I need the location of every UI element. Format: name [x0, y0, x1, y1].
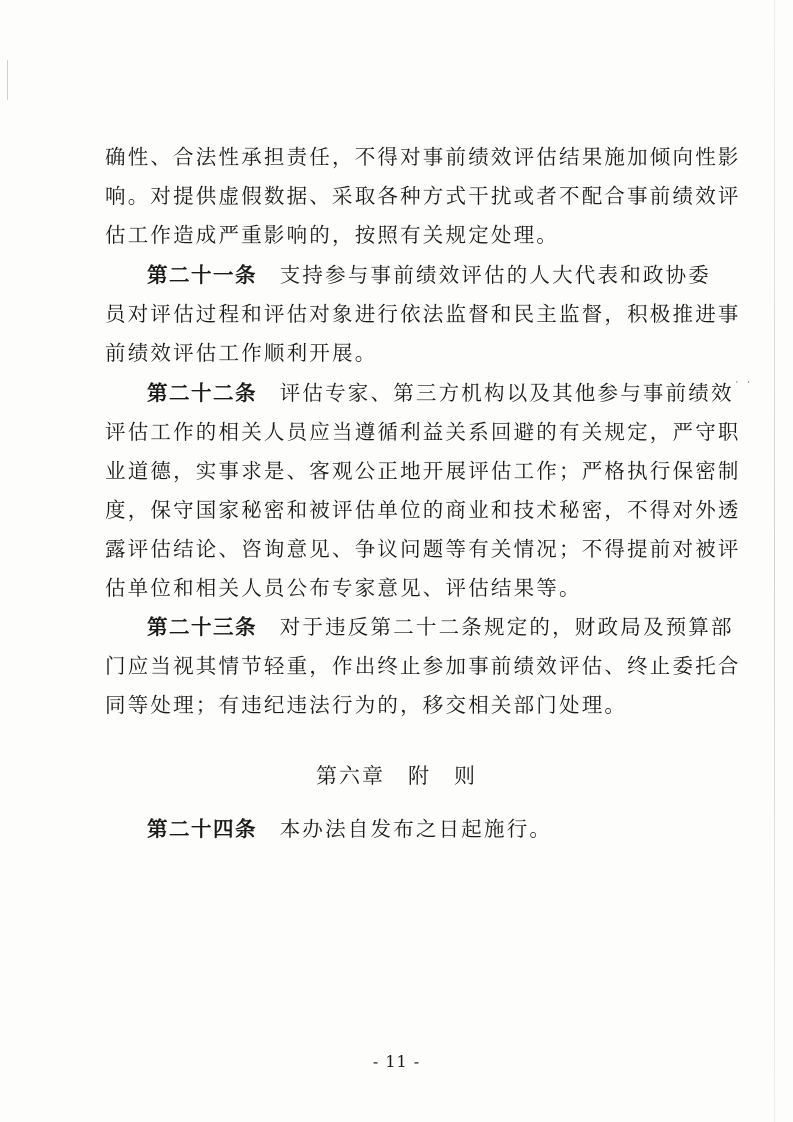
article-text: 评估专家、第三方机构以及其他参与事前绩效: [257, 381, 734, 405]
paragraph-continuation: [105, 138, 741, 255]
scan-speck: · ·: [735, 378, 753, 388]
article-text: 对于违反第二十二条规定的，财政局及预算部: [257, 615, 734, 639]
text-line: 露评估结论、咨询意见、争议问题等有关情况；不得提前对被评: [105, 537, 741, 561]
text-line: [105, 374, 734, 413]
scan-edge-shadow: [774, 0, 775, 1122]
article-24: [105, 810, 693, 849]
article-22: [105, 374, 741, 608]
text-line: 前绩效评估工作顺利开展。: [105, 341, 378, 365]
page-number: - 11 -: [372, 1052, 421, 1071]
article-text: 本办法自发布之日起施行。: [257, 817, 553, 841]
text-line: [105, 810, 693, 849]
article-heading: 第二十二条: [147, 381, 257, 405]
article-heading: 第二十一条: [147, 263, 257, 287]
text-line: 度，保守国家秘密和被评估单位的商业和技术秘密，不得对外透: [105, 498, 741, 522]
text-line: 响。对提供虚假数据、采取各种方式干扰或者不配合事前绩效评: [105, 184, 741, 208]
text-line: 估工作造成严重影响的，按照有关规定处理。: [105, 223, 559, 247]
text-line: [105, 256, 711, 295]
text-line: 门应当视其情节轻重，作出终止参加事前绩效评估、终止委托合: [105, 654, 741, 678]
text-line: 评估工作的相关人员应当遵循利益关系回避的有关规定，严守职: [105, 420, 741, 444]
article-21: [105, 256, 741, 373]
chapter-title: 第六章 附 则: [316, 764, 477, 788]
article-text: 支持参与事前绩效评估的人大代表和政协委: [257, 263, 711, 287]
text-line: 确性、合法性承担责任，不得对事前绩效评估结果施加倾向性影: [105, 145, 741, 169]
scan-margin-mark: [7, 60, 8, 100]
text-line: [105, 608, 734, 647]
article-23: [105, 608, 741, 725]
text-line: 业道德，实事求是、客观公正地开展评估工作；严格执行保密制: [105, 459, 741, 483]
article-heading: 第二十三条: [147, 615, 257, 639]
article-heading: 第二十四条: [147, 817, 257, 841]
text-line: 估单位和相关人员公布专家意见、评估结果等。: [105, 576, 582, 600]
text-line: 同等处理；有违纪违法行为的，移交相关部门处理。: [105, 693, 628, 717]
text-line: 员对评估过程和评估对象进行依法监督和民主监督，积极推进事: [105, 302, 741, 326]
